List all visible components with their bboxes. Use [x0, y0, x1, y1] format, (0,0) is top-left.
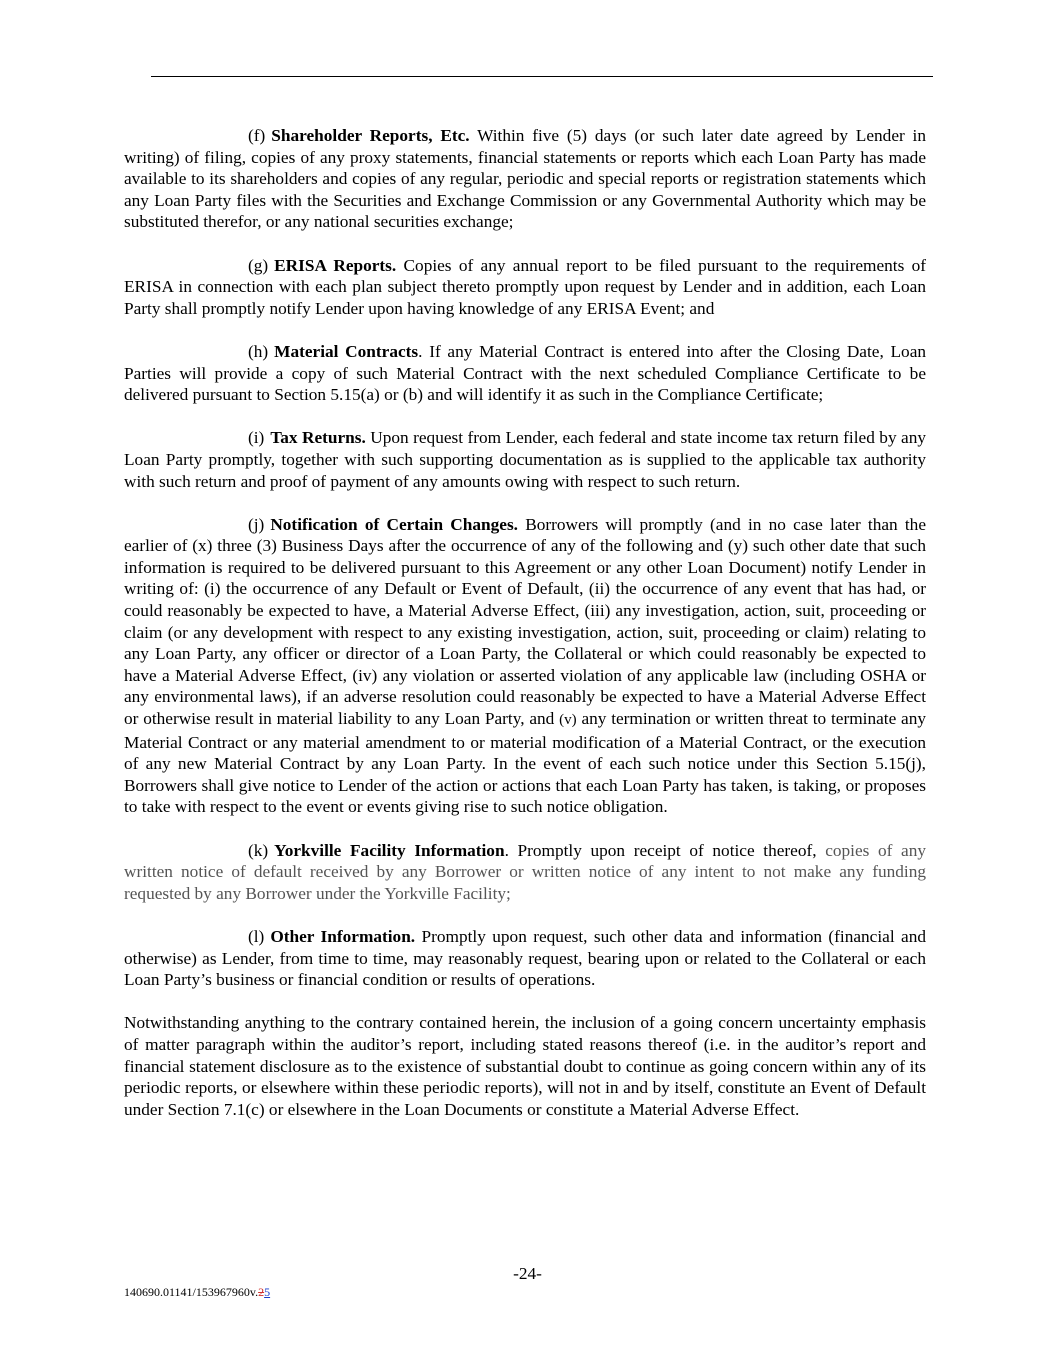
section-h — [124, 341, 926, 406]
section-heading: Tax Returns. — [270, 428, 366, 448]
version-inserted: 5 — [264, 1285, 271, 1299]
section-text: Borrowers will promptly (and in no case later than the earlier of (x) three (3) Business Days after the occurrence of any of the following and (y) such other date that such information is required to be delivered pursuant to this Agreement or any other Loan Document) notify Lender in writing of: (i) the occurrence of any Default or Event of Default, (ii) the occurrence of any event that has had, or could reasonably be expected to have, a Material Adverse Effect, (iii) any investigation, action, suit, proceeding or claim (or any development with respect to any existing investigation, action, suit, proceeding or claim) relating to any Loan Party, any officer or director of a Loan Party, the Collateral or which could reasonably be expected to have a Material Adverse Effect, (iv) any violation or asserted violation of any applicable law (including OSHA or any environmental laws), if an adverse resolution could reasonably be expected to have a Material Adverse Effect or otherwise result in material liability to any Loan Party, and — [124, 514, 926, 729]
section-number: (l) — [248, 926, 265, 946]
section-text-continued: any termination or written threat to terminate any Material Contract or any material amendment to or material modification of a Material Contract, or the execution of any new Material Contract by any Loan Party. In the event of each such notice under this Section 5.15(j), Borrowers shall give notice to Lender of the action or actions that each Loan Party has taken, is taking, or proposes to take with respect to the event or events giving rise to such notice obligation. — [124, 709, 926, 817]
clause-marker-v: (v) — [559, 712, 577, 729]
section-number: (i) — [248, 428, 265, 448]
section-l — [124, 926, 926, 991]
section-number: (h) — [248, 341, 269, 361]
section-heading: Other Information. — [270, 926, 416, 946]
closing-paragraph: Notwithstanding anything to the contrary contained herein, the inclusion of a going concern uncertainty emphasis of matter paragraph within the auditor’s report, including stated reasons thereof (i.e. in the auditor’s report and financial statement disclosure as to the existence of substantial doubt to continue as going concern within any of its periodic reports, or elsewhere within these periodic reports), will not in and by itself, constitute an Event of Default under Section 7.1(c) or elsewhere in the Loan Documents or constitute a Material Adverse Effect. — [124, 1013, 926, 1119]
section-number: (f) — [248, 126, 266, 145]
document-body — [124, 125, 926, 1142]
section-text-gray: copies of any written notice of default received by any Borrower or written notice of any intent to not make any funding requested by any Borrower under the Yorkville Facility; — [124, 840, 926, 903]
section-g — [124, 255, 926, 320]
document-id — [124, 1285, 270, 1300]
section-number: (k) — [248, 840, 269, 860]
section-heading: Shareholder Reports, Etc. — [271, 126, 470, 145]
section-heading: Yorkville Facility Information — [274, 840, 505, 860]
section-i — [124, 427, 926, 492]
section-j — [124, 514, 926, 818]
section-text: . Promptly upon receipt of notice thereof, — [504, 840, 826, 860]
section-text: Within five (5) days (or such later date agreed by Lender in writing) of filing, copies of any proxy statements, financial statements or reports which each Loan Party has made available to its shareholders and copies of any regular, periodic and special reports or registration statements which any Loan Party files with the Securities and Exchange Commission or any Governmental Authority which may be substituted therefor, or any national securities exchange; — [124, 126, 926, 232]
version-deleted: 2 — [258, 1285, 265, 1299]
section-text: Upon request from Lender, each federal and state income tax return filed by any Loan Party promptly, together with such supporting documentation as is supplied to the applicable tax authority with such return and proof of payment of any amounts owing with respect to such return. — [124, 428, 926, 491]
section-text: . If any Material Contract is entered into after the Closing Date, Loan Parties will provide a copy of such Material Contract with the next scheduled Compliance Certificate to be delivered pursuant to Section 5.15(a) or (b) and will identify it as such in the Compliance Certificate; — [124, 341, 927, 405]
section-number: (g) — [248, 255, 269, 275]
document-id-prefix: 140690.01141/153967960v. — [124, 1285, 259, 1299]
section-heading: Notification of Certain Changes. — [270, 514, 519, 534]
page-number: -24- — [513, 1264, 542, 1283]
section-text: Copies of any annual report to be filed pursuant to the requirements of ERISA in connection with each plan subject thereto promptly upon request by Lender and in addition, each Loan Party shall promptly notify Lender upon having knowledge of any ERISA Event; and — [124, 255, 926, 318]
section-heading: Material Contracts — [274, 341, 419, 361]
section-k — [124, 840, 926, 905]
section-f — [124, 125, 926, 233]
section-text: Promptly upon request, such other data and information (financial and otherwise) as Lender, from time to time, may reasonably request, bearing upon or related to the Collateral or each Loan Party’s business or financial condition or results of operations. — [124, 926, 926, 990]
header-rule — [151, 76, 933, 77]
section-heading: ERISA Reports. — [274, 255, 397, 275]
section-number: (j) — [248, 514, 265, 534]
